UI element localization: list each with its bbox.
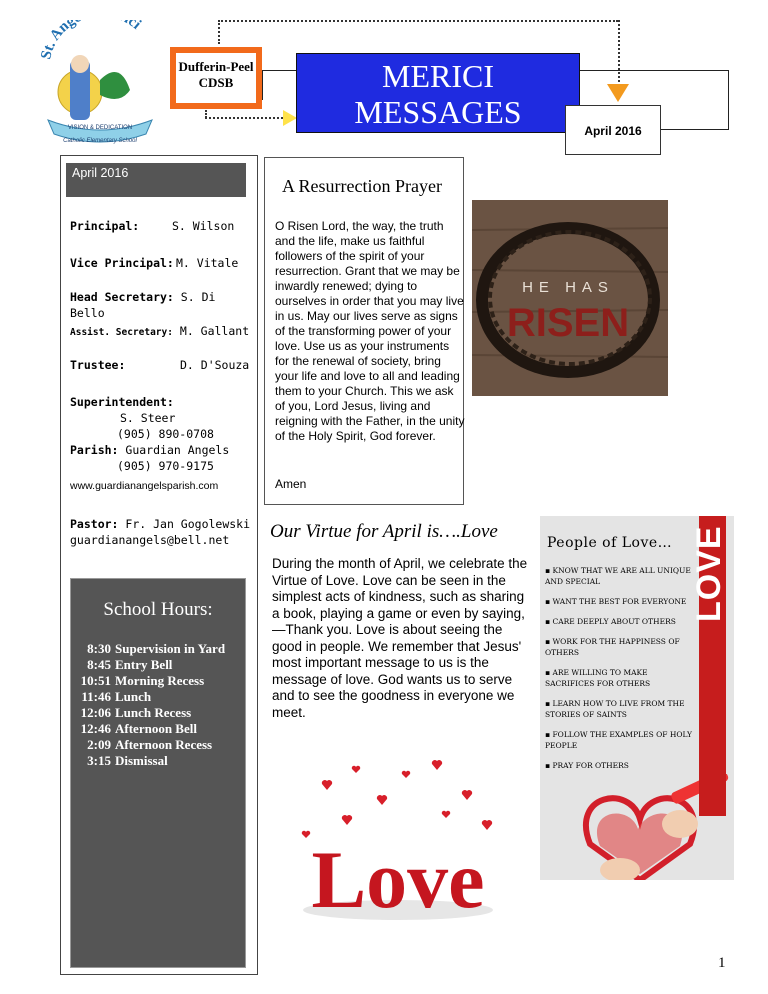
bullet-icon: ▪ — [545, 761, 553, 770]
prayer-closing: Amen — [275, 477, 307, 491]
school-hours-panel — [70, 578, 246, 968]
parish-website-link[interactable]: www.guardianangelsparish.com — [70, 480, 219, 492]
school-logo — [40, 20, 160, 150]
head-secretary-label: Head Secretary: — [70, 290, 174, 304]
school-hours-time: 8:30 — [87, 641, 111, 656]
people-of-love-item — [545, 698, 695, 720]
school-hours-table — [77, 641, 229, 769]
superintendent-phone: (905) 890-0708 — [117, 427, 214, 441]
bullet-icon: ▪ — [545, 730, 553, 739]
principal-label: Principal: — [70, 219, 140, 233]
principal-name: S. Wilson — [172, 219, 235, 233]
school-hours-time: 2:09 — [87, 737, 111, 752]
svg-text:St. Angela Merici — [40, 20, 144, 61]
love-hearts-image — [283, 745, 513, 925]
assist-secretary-name: M. Gallant — [179, 324, 250, 338]
bullet-icon: ▪ — [545, 699, 553, 708]
people-of-love-item-text: WANT THE BEST FOR EVERYONE — [552, 597, 687, 606]
people-of-love-item — [545, 616, 695, 627]
prayer-body: O Risen Lord, the way, the truth and the life, make us faithful followers of the spirit of your resurrection. Grant that we may be inwardly renewed; dying to ourselves in order that you may live in us. May our lives serve as signs of the transforming power of your love. Use us as your instruments for the renewal of society, bring your life and love to all and leading them to your Church. This we ask of you, Lord Jesus, living and reigning with the Father, in the unity of the Holy Spirit, God forever. — [275, 219, 465, 443]
school-hours-row — [77, 657, 229, 673]
love-side-word: LOVE — [690, 525, 728, 622]
school-hours-event: Morning Recess — [115, 673, 205, 688]
school-hours-row — [77, 721, 229, 737]
school-hours-time: 12:06 — [80, 705, 111, 720]
newsletter-title-line1: MERICI — [382, 58, 494, 94]
board-name-line2: CDSB — [198, 75, 234, 90]
connector-line — [262, 70, 298, 72]
love-image-word: Love — [311, 834, 485, 925]
staff-directory — [70, 218, 255, 548]
pastor-email-link[interactable]: guardianangels@bell.net — [70, 533, 230, 547]
people-of-love-item-text: FOLLOW THE EXAMPLES OF HOLY PEOPLE — [545, 730, 692, 750]
dotted-connector — [218, 20, 618, 23]
vice-principal-name: M. Vitale — [176, 256, 239, 270]
pastor-name: Fr. Jan Gogolewski — [125, 517, 251, 531]
people-of-love-item-text: WORK FOR THE HAPPINESS OF OTHERS — [545, 637, 680, 657]
vice-principal-label: Vice Principal: — [70, 256, 174, 270]
bullet-icon: ▪ — [545, 637, 553, 646]
virtue-body: During the month of April, we celebrate the Virtue of Love. Love can be seen in the simplest acts of kindness, such as sharing a book, playing a game or even by saying, —Thank you. Love is about seeing the good in people. We remember that Jesus' most important message to us is the message of love. God wants us to serve and to see the goodness in everyone we meet. — [272, 556, 528, 720]
newsletter-title — [296, 53, 580, 133]
people-of-love-title: People of Love… — [547, 535, 673, 551]
school-hours-event: Entry Bell — [115, 657, 173, 672]
school-hours-event: Afternoon Recess — [115, 737, 213, 752]
assist-secretary-label: Assist. Secretary: — [70, 327, 173, 338]
connector-line — [262, 70, 264, 100]
superintendent-name: S. Steer — [120, 411, 176, 425]
parish-name: Guardian Angels — [125, 443, 230, 457]
school-hours-event: Lunch Recess — [115, 705, 192, 720]
trustee-label: Trustee: — [70, 358, 126, 372]
school-hours-row — [77, 753, 229, 769]
bullet-icon: ▪ — [545, 566, 553, 575]
people-of-love-item — [545, 596, 695, 607]
board-name-line1: Dufferin-Peel — [178, 59, 254, 74]
people-of-love-item-text: PRAY FOR OTHERS — [552, 761, 629, 770]
parish-label: Parish: — [70, 443, 119, 457]
people-of-love-item-text: KNOW THAT WE ARE ALL UNIQUE AND SPECIAL — [545, 566, 691, 586]
logo-school-type: Catholic Elementary School — [63, 138, 137, 144]
page-number: 1 — [718, 955, 726, 971]
people-of-love-item — [545, 729, 695, 751]
people-of-love-item — [545, 760, 695, 771]
dotted-connector — [205, 117, 283, 120]
risen-line2: RISEN — [506, 301, 630, 345]
bullet-icon: ▪ — [545, 617, 553, 626]
school-hours-event: Dismissal — [115, 753, 168, 768]
people-of-love-item — [545, 667, 695, 689]
superintendent-label: Superintendent: — [70, 395, 174, 409]
virtue-title: Our Virtue for April is….Love — [270, 521, 498, 542]
school-hours-event: Lunch — [115, 689, 152, 704]
sidebar-month: April 2016 — [66, 163, 246, 197]
school-hours-time: 12:46 — [80, 721, 111, 736]
school-hours-event: Supervision in Yard — [115, 641, 226, 656]
newsletter-title-line2: MESSAGES — [354, 94, 522, 130]
school-hours-time: 3:15 — [87, 753, 111, 768]
bullet-icon: ▪ — [545, 597, 553, 606]
issue-date: April 2016 — [565, 105, 661, 155]
risen-line1: HE HAS — [522, 279, 614, 296]
bullet-icon: ▪ — [545, 668, 553, 677]
school-hours-row — [77, 705, 229, 721]
people-of-love-item — [545, 565, 695, 587]
logo-motto: VISION & DEDICATION — [67, 125, 133, 131]
school-hours-row — [77, 737, 229, 753]
he-has-risen-image — [472, 200, 668, 396]
school-hours-row — [77, 673, 229, 689]
board-name-box — [170, 47, 262, 109]
arrow-right-icon — [283, 110, 297, 126]
school-hours-row — [77, 689, 229, 705]
head-secretary-name: S. Di Bello — [70, 290, 216, 320]
school-hours-time: 8:45 — [87, 657, 111, 672]
people-of-love-item-text: LEARN HOW TO LIVE FROM THE STORIES OF SAINTS — [545, 699, 685, 719]
parish-phone: (905) 970-9175 — [117, 459, 214, 473]
people-of-love-item-text: CARE DEEPLY ABOUT OTHERS — [552, 617, 676, 626]
people-of-love-list — [545, 565, 695, 780]
dotted-connector — [218, 20, 221, 44]
logo-school-name: t. Ang ci — [40, 20, 144, 54]
trustee-name: D. D'Souza — [180, 358, 250, 372]
people-of-love-item — [545, 636, 695, 658]
pastor-label: Pastor: — [70, 517, 119, 531]
people-of-love-item-text: ARE WILLING TO MAKE SACRIFICES FOR OTHERS — [545, 668, 651, 688]
school-hours-title: School Hours: — [103, 599, 213, 620]
arrow-down-icon — [607, 84, 629, 102]
school-hours-time: 10:51 — [80, 673, 111, 688]
school-hours-row — [77, 641, 229, 657]
school-hours-time: 11:46 — [81, 689, 111, 704]
school-hours-event: Afternoon Bell — [115, 721, 197, 736]
prayer-title: A Resurrection Prayer — [282, 176, 442, 196]
